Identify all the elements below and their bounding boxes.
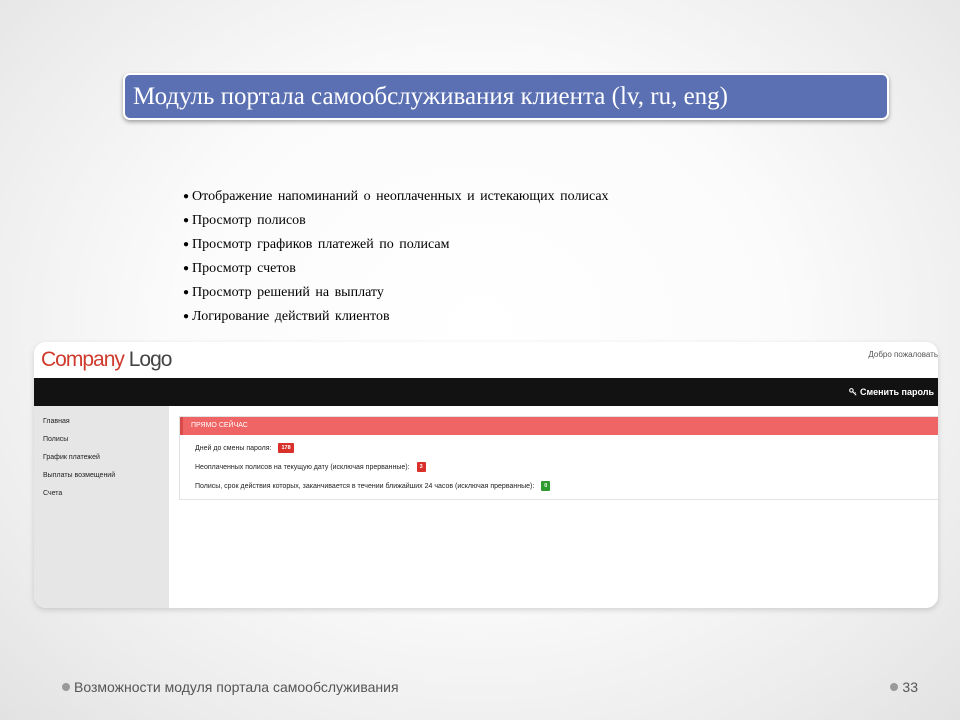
- bullet-icon: ●: [183, 239, 190, 250]
- unpaid-policies-row: Неоплаченных полисов на текущую дату (исключая прерванные): 3: [195, 462, 426, 472]
- sidebar-item-payment-schedule[interactable]: График платежей: [43, 454, 100, 461]
- feature-item: ● Логирование действий клиентов: [183, 309, 390, 324]
- key-icon: [849, 388, 857, 396]
- top-navbar: [34, 378, 938, 406]
- sidebar-item-policies[interactable]: Полисы: [43, 436, 69, 443]
- alerts-panel: [179, 416, 938, 500]
- bullet-icon: [62, 683, 70, 691]
- feature-item: ● Отображение напоминаний о неоплаченных и истекающих полисах: [183, 189, 609, 204]
- portal-screenshot: [34, 342, 938, 608]
- feature-item: ● Просмотр решений на выплату: [183, 285, 384, 300]
- bullet-icon: [890, 683, 898, 691]
- slide-footer: Возможности модуля портала самообслуживания: [62, 679, 399, 695]
- status-badge: 178: [278, 443, 293, 453]
- panel-header: ПРЯМО СЕЙЧАС: [180, 417, 938, 435]
- bullet-icon: ●: [183, 263, 190, 274]
- bullet-icon: ●: [183, 215, 190, 226]
- status-badge: 0: [541, 481, 550, 491]
- feature-item: ● Просмотр счетов: [183, 261, 296, 276]
- feature-list: [183, 188, 609, 332]
- feature-item: ● Просмотр графиков платежей по полисам: [183, 237, 450, 252]
- password-days-row: Дней до смены пароля: 178: [195, 443, 294, 453]
- sidebar-item-home[interactable]: Главная: [43, 418, 70, 425]
- status-badge: 3: [417, 462, 426, 472]
- sidebar-item-claims-payouts[interactable]: Выплаты возмещений: [43, 472, 116, 479]
- portal-header: [34, 342, 938, 378]
- sidebar-item-invoices[interactable]: Счета: [43, 490, 63, 497]
- page-number: 33: [890, 679, 918, 695]
- welcome-text: Добро пожаловать: [868, 350, 938, 359]
- bullet-icon: ●: [183, 191, 190, 202]
- expiring-policies-row: Полисы, срок действия которых, заканчивается в течении ближайших 24 часов (исключая прерванные): 0: [195, 481, 550, 491]
- sidebar: [34, 406, 169, 608]
- bullet-icon: ●: [183, 287, 190, 298]
- slide-title: Модуль портала самообслуживания клиента (lv, ru, eng): [123, 73, 889, 120]
- feature-item: ● Просмотр полисов: [183, 213, 306, 228]
- company-logo[interactable]: Company Logo: [41, 348, 172, 371]
- bullet-icon: ●: [183, 311, 190, 322]
- change-password-link[interactable]: Сменить пароль: [849, 387, 934, 397]
